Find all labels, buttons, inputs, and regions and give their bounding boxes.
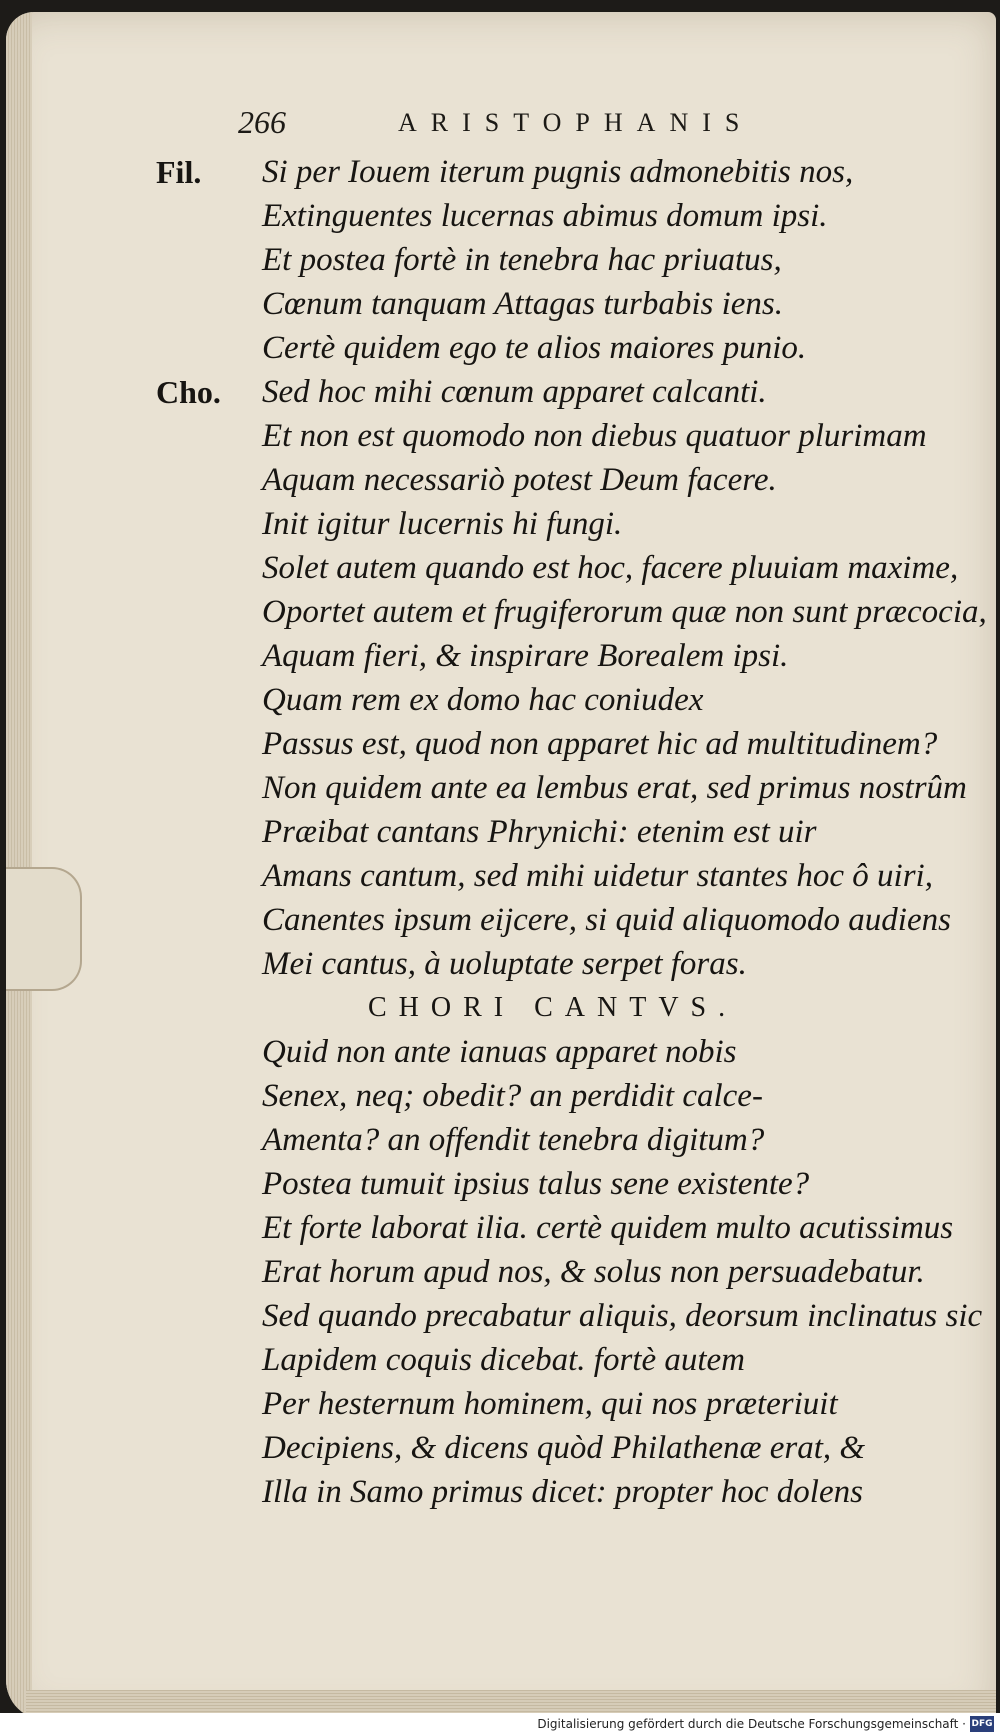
speaker-label: Cho. (156, 374, 221, 410)
verse-line (156, 194, 946, 238)
verse-text: Aquam fieri, & inspirare Borealem ipsi. (262, 638, 789, 674)
verse-text: Et postea fortè in tenebra hac priuatus, (262, 242, 782, 278)
verse-line (156, 458, 946, 502)
verse-text: Decipiens, & dicens quòd Philathenæ erat, & (262, 1430, 866, 1466)
verse-text: Passus est, quod non apparet hic ad multitudinem? (262, 726, 938, 762)
verse-text: Amenta? an offendit tenebra digitum? (262, 1122, 765, 1158)
verse-text: Sed hoc mihi cœnum apparet calcanti. (262, 374, 767, 410)
verse-text: Amans cantum, sed mihi uidetur stantes hoc ô uiri, (262, 858, 933, 894)
verse-text: Lapidem coquis dicebat. fortè autem (262, 1342, 746, 1378)
verse-text: Cœnum tanquam Attagas turbabis iens. (262, 286, 784, 322)
footer-credit (0, 1713, 1000, 1735)
verse-text: Oportet autem et frugiferorum quæ non sunt præcocia, (262, 594, 987, 630)
verse-line (156, 590, 987, 634)
verse-line (156, 1206, 954, 1250)
verse-text: Senex, neq; obedit? an perdidit calce- (262, 1078, 763, 1114)
verse-text: Per hesternum hominem, qui nos præteriuit (262, 1386, 838, 1422)
verse-text: Quid non ante ianuas apparet nobis (262, 1034, 737, 1070)
verse-text: Non quidem ante ea lembus erat, sed primus nostrûm (262, 770, 967, 806)
verse-line (156, 634, 946, 678)
verse-line (156, 1162, 946, 1206)
verse-line (156, 722, 946, 766)
verse-line (156, 1030, 946, 1074)
verse-text: Præibat cantans Phrynichi: etenim est uir (262, 814, 817, 850)
verse-text: Certè quidem ego te alios maiores punio. (262, 330, 807, 366)
verse-line (156, 942, 946, 986)
verse-line (156, 1294, 983, 1338)
verse-line (156, 678, 946, 722)
verse-line (156, 1338, 946, 1382)
verse-text: Canentes ipsum eijcere, si quid aliquomodo audiens (262, 902, 951, 938)
verse-text: Mei cantus, à uoluptate serpet foras. (262, 946, 747, 982)
verse-line (156, 766, 967, 810)
verse-text: Quam rem ex domo hac coniudex (262, 682, 704, 718)
book-page (6, 12, 996, 1720)
verse-line (156, 1470, 946, 1514)
verse-text: Si per Iouem iterum pugnis admonebitis nos, (262, 154, 854, 190)
page-header (238, 104, 798, 148)
verse-line (156, 1382, 946, 1426)
page-number: 266 (238, 104, 286, 140)
verse-text-block (156, 150, 987, 1514)
verse-text: Init igitur lucernis hi fungi. (262, 506, 623, 542)
verse-text: Postea tumuit ipsius talus sene existente? (262, 1166, 810, 1202)
speaker-label: Fil. (156, 154, 202, 190)
verse-line (156, 370, 946, 414)
verse-line (156, 150, 946, 194)
verse-text: Aquam necessariò potest Deum facere. (262, 462, 777, 498)
dfg-logo: DFG (970, 1716, 994, 1732)
verse-line (156, 546, 959, 590)
running-title: ARISTOPHANIS (398, 108, 754, 137)
verse-line (156, 414, 946, 458)
verse-line (156, 1074, 946, 1118)
verse-line (156, 810, 946, 854)
bookmark-tab (6, 867, 82, 991)
verse-text: Erat horum apud nos, & solus non persuadebatur. (262, 1254, 925, 1290)
footer-credit-text: Digitalisierung gefördert durch die Deutsche Forschungsgemeinschaft · (537, 1717, 966, 1731)
verse-text: Illa in Samo primus dicet: propter hoc dolens (262, 1474, 863, 1510)
verse-text: Sed quando precabatur aliquis, deorsum inclinatus sic (262, 1298, 983, 1334)
verse-line (156, 898, 951, 942)
verse-line (156, 238, 946, 282)
verse-line (156, 1250, 946, 1294)
verse-text: Extinguentes lucernas abimus domum ipsi. (262, 198, 828, 234)
verse-line (156, 854, 946, 898)
verse-line (156, 326, 946, 370)
verse-line (156, 502, 946, 546)
verse-line (156, 282, 946, 326)
section-heading-text: CHORI CANTVS. (368, 992, 738, 1023)
section-heading (156, 986, 946, 1030)
page-edges (6, 12, 32, 1720)
verse-line (156, 1426, 946, 1470)
verse-line (156, 1118, 946, 1162)
verse-text: Et non est quomodo non diebus quatuor plurimam (262, 418, 927, 454)
verse-text: Solet autem quando est hoc, facere pluuiam maxime, (262, 550, 959, 586)
verse-text: Et forte laborat ilia. certè quidem multo acutissimus (262, 1210, 954, 1246)
